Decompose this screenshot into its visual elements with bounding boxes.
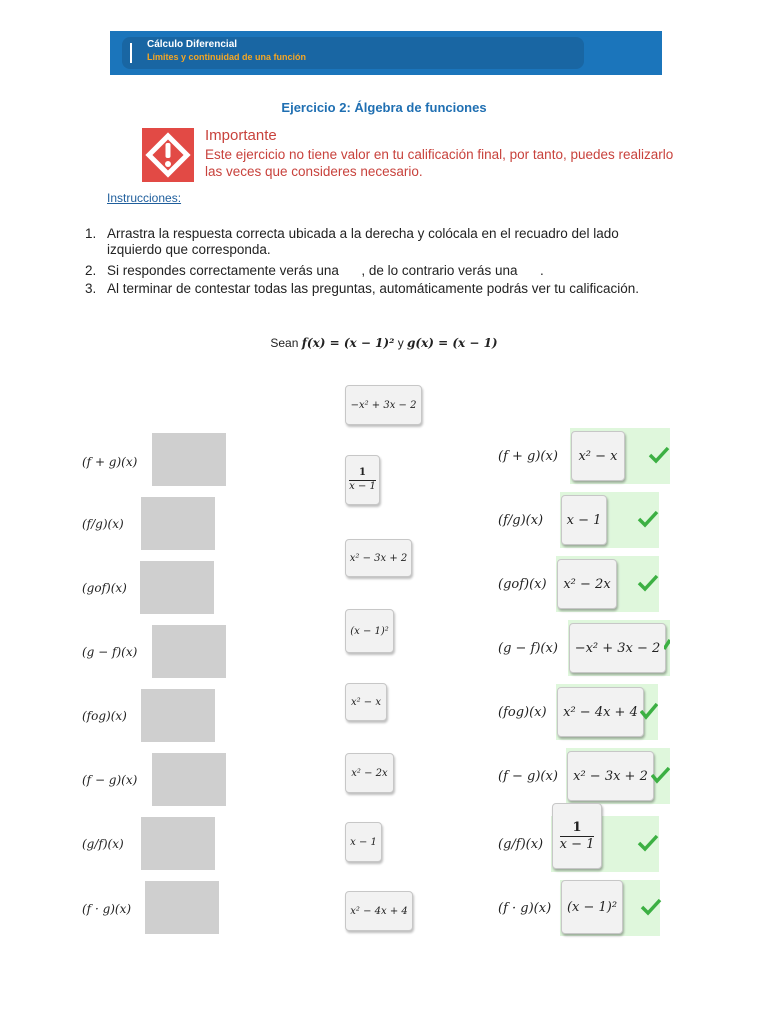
instruction-text: Arrastra la respuesta correcta ubicada a la derecha y colócala en el recuadro del lado izquierdo que corresponda.: [107, 226, 619, 257]
check-icon: [664, 637, 670, 657]
instruction-text: Si respondes correctamente verás una , de lo contrario verás una .: [107, 263, 544, 278]
answer-chip[interactable]: [552, 803, 602, 869]
answered-label: (f + g)(x): [498, 449, 558, 464]
header-divider: [130, 43, 132, 63]
answered-label: (f · g)(x): [498, 901, 552, 916]
drop-target[interactable]: [152, 753, 226, 806]
answer-chip[interactable]: x² − 3x + 2: [567, 751, 654, 801]
check-icon: [637, 833, 659, 853]
answer-option[interactable]: x − 1: [345, 822, 382, 862]
instruction-number: 1.: [85, 226, 97, 241]
fraction: [349, 468, 376, 492]
course-header: [110, 31, 662, 75]
notice-title: Importante: [205, 127, 277, 144]
question-label: (g − f)(x): [82, 645, 138, 659]
given-joiner: y: [397, 336, 404, 350]
course-title: Cálculo Diferencial: [147, 39, 238, 50]
answer-option[interactable]: −x² + 3x − 2: [345, 385, 422, 425]
drop-target[interactable]: [141, 689, 215, 742]
answer-chip[interactable]: x² − x: [571, 431, 625, 481]
answer-option[interactable]: x² − 4x + 4: [345, 891, 413, 931]
check-icon: [648, 445, 670, 465]
check-icon: [651, 765, 670, 785]
answer-chip[interactable]: (x − 1)²: [561, 880, 623, 934]
function-f: f(x) = (x − 1)²: [301, 336, 395, 350]
instruction-text: Al terminar de contestar todas las preguntas, automáticamente podrás ver tu calificación.: [107, 281, 640, 296]
exercise-title: Ejercicio 2: Álgebra de funciones: [281, 100, 487, 115]
question-label: (g/f)(x): [82, 837, 124, 851]
given-functions: [0, 336, 768, 350]
fraction: [560, 821, 595, 851]
answer-option[interactable]: (x − 1)²: [345, 609, 394, 653]
drop-target[interactable]: [145, 881, 219, 934]
fraction-denominator: x − 1: [559, 836, 595, 852]
answer-chip[interactable]: x² − 2x: [557, 559, 617, 609]
answered-label: (g − f)(x): [498, 641, 558, 656]
drop-target[interactable]: [140, 561, 214, 614]
check-icon: [640, 701, 658, 721]
answer-option[interactable]: x² − x: [345, 683, 387, 721]
fraction-denominator: x − 1: [349, 480, 376, 492]
given-prefix: Sean: [270, 336, 299, 350]
question-label: (fog)(x): [82, 709, 127, 723]
unit-title: Límites y continuidad de una función: [147, 52, 307, 62]
warning-icon: [142, 128, 194, 182]
drop-target[interactable]: [152, 625, 226, 678]
check-icon: [637, 573, 659, 593]
fraction-numerator: 1: [359, 467, 366, 478]
drop-target[interactable]: [141, 817, 215, 870]
drop-target[interactable]: [141, 497, 215, 550]
answer-option[interactable]: [345, 455, 380, 505]
instructions-link[interactable]: Instrucciones:: [107, 191, 182, 205]
answer-option[interactable]: x² − 2x: [345, 753, 394, 793]
instruction-number: 2.: [85, 263, 97, 278]
check-icon: [637, 509, 659, 529]
question-label: (gof)(x): [82, 581, 127, 595]
answer-chip[interactable]: x² − 4x + 4: [557, 687, 644, 737]
answer-chip[interactable]: x − 1: [561, 495, 607, 545]
question-label: (f + g)(x): [82, 455, 138, 469]
notice-text: Este ejercicio no tiene valor en tu calificación final, por tanto, puedes realizarlo las veces que consideres necesario.: [205, 147, 674, 179]
header-panel: [122, 37, 584, 69]
question-label: (f/g)(x): [82, 517, 124, 531]
answered-label: (f − g)(x): [498, 769, 558, 784]
check-icon: [640, 897, 662, 917]
answered-label: (f/g)(x): [498, 513, 544, 528]
answered-label: (gof)(x): [498, 577, 547, 592]
answered-label: (g/f)(x): [498, 837, 544, 852]
function-g: g(x) = (x − 1): [407, 336, 498, 350]
fraction-numerator: 1: [572, 819, 582, 835]
answer-option[interactable]: x² − 3x + 2: [345, 539, 412, 577]
answer-chip[interactable]: −x² + 3x − 2: [569, 623, 666, 673]
question-label: (f − g)(x): [82, 773, 138, 787]
drop-target[interactable]: [152, 433, 226, 486]
question-label: (f · g)(x): [82, 902, 132, 916]
instruction-number: 3.: [85, 281, 97, 296]
answered-label: (fog)(x): [498, 705, 547, 720]
